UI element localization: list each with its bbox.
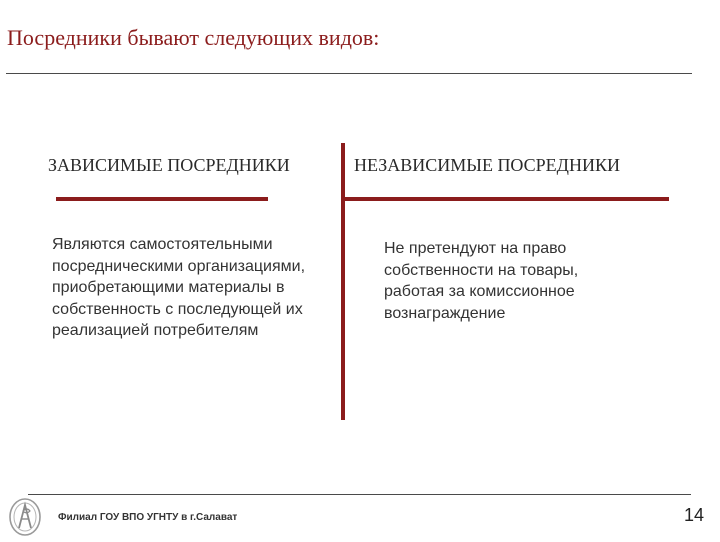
slide-title: Посредники бывают следующих видов: — [7, 25, 380, 50]
footer-institution-name: Филиал ГОУ ВПО УГНТУ в г.Салават — [58, 512, 238, 523]
title-divider — [6, 73, 692, 74]
heading-independent-intermediaries: НЕЗАВИСИМЫЕ ПОСРЕДНИКИ — [354, 155, 620, 175]
heading-dependent-intermediaries: ЗАВИСИМЫЕ ПОСРЕДНИКИ — [48, 155, 290, 175]
footer-divider — [28, 494, 691, 495]
page-number: 14 — [684, 505, 705, 525]
heading-underline-left — [56, 197, 268, 201]
column-divider-vertical — [341, 143, 345, 420]
description-independent-intermediaries: Не претендуют на право собственности на товары, работая за комиссионное вознаграждение — [384, 240, 579, 322]
heading-underline-right — [345, 197, 669, 201]
institution-logo-icon — [5, 497, 45, 537]
description-dependent-intermediaries: Являются самостоятельными посредническими организациями, приобретающими материалы в собственность с последующей их реализацией потребителям — [52, 236, 306, 339]
